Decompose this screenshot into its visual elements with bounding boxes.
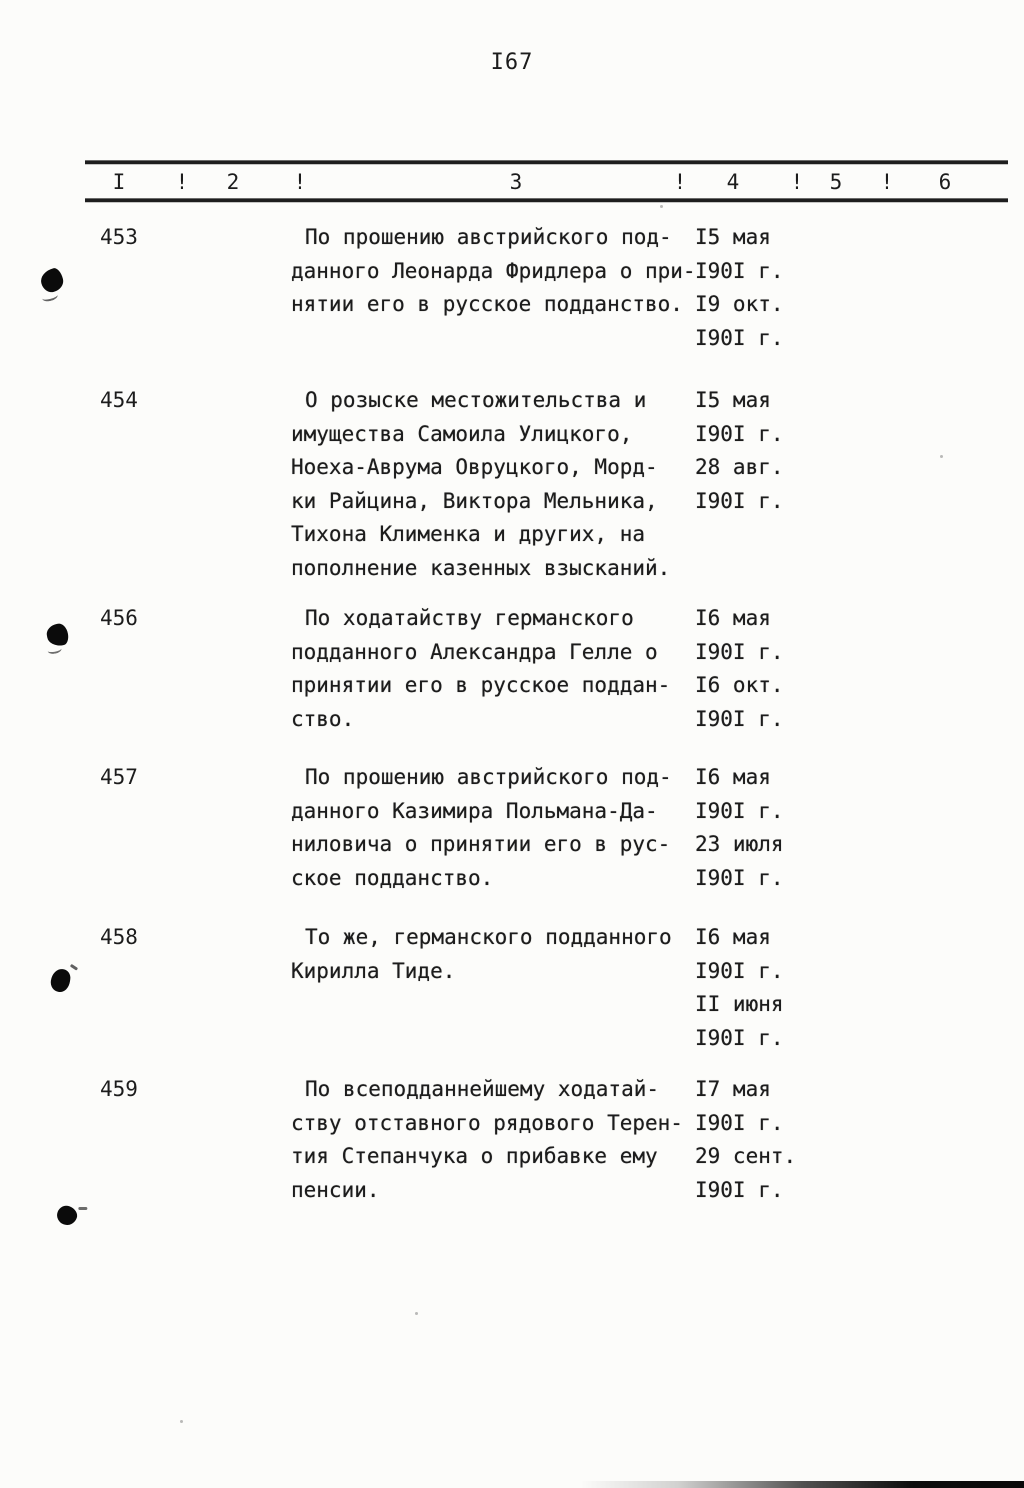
ink-blob <box>45 622 70 647</box>
table-top-rule <box>85 160 1008 164</box>
description-line: По ходатайству германского <box>305 606 634 630</box>
column-header-I: I <box>112 170 126 194</box>
description-line: ниловича о принятии его в рус- <box>291 832 671 856</box>
entry-description <box>291 221 699 322</box>
date-line: I7 мая <box>695 1077 771 1101</box>
description-line: принятии его в русское поддан- <box>291 673 671 697</box>
entry-description <box>291 1073 699 1207</box>
description-line: Кирилла Тиде. <box>291 958 456 983</box>
ink-blob <box>39 267 66 295</box>
description-line: По всеподданнейшему ходатай- <box>305 1077 660 1101</box>
page-number: I67 <box>490 50 534 75</box>
date-line: I90I г. <box>695 1025 784 1050</box>
column-separator: ! <box>790 170 804 194</box>
date-line: I6 мая <box>695 765 771 789</box>
description-line: ство. <box>291 706 355 731</box>
description-line: То же, германского подданного <box>305 925 672 949</box>
description-line: тия Степанчука о прибавке ему <box>291 1144 658 1168</box>
paper-speck <box>660 205 663 208</box>
entry-dates <box>695 602 784 736</box>
description-line: По прошению австрийского под- <box>305 765 672 789</box>
ink-blob <box>54 1203 79 1228</box>
entry-number: 456 <box>100 606 138 630</box>
description-line: подданного Александра Гелле о <box>291 639 658 664</box>
entry-dates <box>695 921 784 1055</box>
description-line: пенсии. <box>291 1177 380 1202</box>
entry-description <box>291 921 699 988</box>
column-header-4: 4 <box>726 170 740 194</box>
entry-dates <box>695 221 784 355</box>
entry-description <box>291 761 699 895</box>
description-line: имущества Самоила Улицкого, <box>291 421 633 446</box>
paper-speck <box>940 455 943 458</box>
description-line: По прошению австрийского под- <box>305 225 672 249</box>
entry-number: 458 <box>100 925 138 949</box>
date-line: I90I г. <box>695 958 784 983</box>
description-line: данного Леонарда Фридлера о при- <box>291 258 696 283</box>
date-line: 23 июля <box>695 832 784 856</box>
date-line: I90I г. <box>695 865 784 890</box>
date-line: I90I г. <box>695 258 784 283</box>
description-line: данного Казимира Польмана-Да- <box>291 798 658 823</box>
date-line: I90I г. <box>695 1110 784 1135</box>
entry-number: 459 <box>100 1077 138 1101</box>
description-line: Ноеха-Аврума Овруцкого, Морд- <box>291 455 658 479</box>
column-header-6: 6 <box>938 170 952 194</box>
entry-number: 453 <box>100 225 138 249</box>
entry-description <box>291 384 699 585</box>
date-line: I6 мая <box>695 606 771 630</box>
description-line: ское подданство. <box>291 865 494 890</box>
date-line: 29 сент. <box>695 1144 797 1168</box>
entry-number: 457 <box>100 765 138 789</box>
date-line: I5 мая <box>695 388 771 412</box>
date-line: I90I г. <box>695 325 784 350</box>
description-line: нятии его в русское подданство. <box>291 292 683 316</box>
date-line: I90I г. <box>695 488 784 513</box>
column-separator: ! <box>293 170 307 194</box>
date-line: I90I г. <box>695 798 784 823</box>
description-line: ству отставного рядового Терен- <box>291 1110 683 1135</box>
description-line: пополнение казенных взысканий. <box>291 555 671 580</box>
column-header-3: 3 <box>509 170 523 194</box>
date-line: I90I г. <box>695 421 784 446</box>
column-separator: ! <box>673 170 687 194</box>
column-separator: ! <box>175 170 189 194</box>
date-line: I9 окт. <box>695 292 784 316</box>
entry-dates <box>695 1073 796 1207</box>
column-separator: ! <box>880 170 894 194</box>
description-line: О розыске местожительства и <box>305 388 647 412</box>
paper-speck <box>415 1312 418 1315</box>
date-line: I90I г. <box>695 1177 784 1202</box>
entry-dates <box>695 384 784 518</box>
date-line: I6 окт. <box>695 673 784 697</box>
table-header-rule <box>85 198 1008 202</box>
date-line: I6 мая <box>695 925 771 949</box>
date-line: I5 мая <box>695 225 771 249</box>
description-line: ки Райцина, Виктора Мельника, <box>291 488 658 513</box>
column-header-2: 2 <box>226 170 240 194</box>
entry-number: 454 <box>100 388 138 412</box>
entry-dates <box>695 761 784 895</box>
paper-speck <box>180 1420 183 1423</box>
ink-blob <box>49 968 71 993</box>
date-line: 28 авг. <box>695 455 784 479</box>
column-header-5: 5 <box>829 170 843 194</box>
scan-edge-artifact <box>580 1481 1024 1488</box>
date-line: I90I г. <box>695 706 784 731</box>
entry-description <box>291 602 699 736</box>
date-line: I90I г. <box>695 639 784 664</box>
description-line: Тихона Клименка и других, на <box>291 522 646 546</box>
date-line: II июня <box>695 992 784 1016</box>
